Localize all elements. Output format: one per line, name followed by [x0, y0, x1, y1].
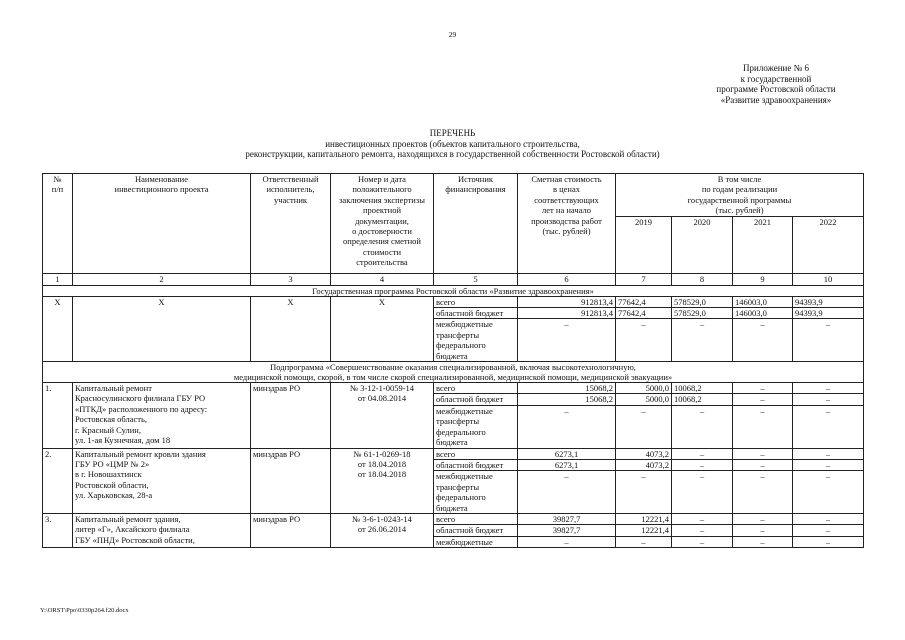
header-year-2020: 2020 — [672, 216, 733, 273]
col-number: 6 — [518, 273, 616, 285]
value-cell: 94393,9 — [793, 296, 864, 307]
project-expertise: № 3-6-1-0243-14 от 26.06.2014 — [331, 513, 434, 547]
source-cell: всего — [434, 383, 518, 394]
col-number: 8 — [672, 273, 733, 285]
value-cell: 15068,2 — [518, 383, 616, 394]
project-executor: минздрав РО — [251, 513, 331, 547]
header-executor: Ответственный исполнитель, участник — [251, 174, 331, 274]
value-cell: 912813,4 — [518, 308, 616, 319]
header-row — [43, 174, 864, 217]
header-num: № п/п — [43, 174, 73, 274]
value-cell: – — [733, 383, 793, 394]
file-path-footer: Y:\ORST\Ppo\0330p264.f20.docx — [40, 607, 129, 614]
value-cell: 15068,2 — [518, 394, 616, 405]
header-name: Наименование инвестиционного проекта — [73, 174, 251, 274]
program-mark: Х — [331, 296, 434, 361]
value-cell: 146003,0 — [733, 296, 793, 307]
source-cell: межбюджетные трансферты федерального бюджета — [434, 471, 518, 514]
source-cell: межбюджетные трансферты федерального бюджета — [434, 319, 518, 362]
program-title: Государственная программа Ростовской области «Развитие здравоохранения» — [43, 285, 864, 296]
source-cell: всего — [434, 296, 518, 307]
table-row — [43, 513, 864, 524]
value-cell: 5000,0 — [616, 394, 672, 405]
source-cell: межбюджетные — [434, 536, 518, 547]
value-cell: – — [672, 536, 733, 547]
title-heading: ПЕРЕЧЕНЬ — [429, 128, 476, 138]
value-cell: 12221,4 — [616, 513, 672, 524]
title-line: реконструкции, капитального ремонта, находящихся в государственной собственности Ростовской области) — [245, 149, 660, 159]
project-num: 2. — [43, 448, 73, 513]
value-cell: – — [518, 405, 616, 448]
table-row — [43, 383, 864, 394]
value-cell: – — [616, 405, 672, 448]
investment-projects-table — [42, 173, 864, 548]
value-cell: – — [616, 319, 672, 362]
page-number: 29 — [448, 30, 457, 39]
header-year-2022: 2022 — [793, 216, 864, 273]
header-year-2019: 2019 — [616, 216, 672, 273]
source-cell: всего — [434, 448, 518, 459]
column-numbers-row — [43, 273, 864, 285]
value-cell: 6273,1 — [518, 459, 616, 470]
project-num: 1. — [43, 383, 73, 448]
col-number: 1 — [43, 273, 73, 285]
appendix-block — [692, 63, 860, 105]
project-executor: минздрав РО — [251, 383, 331, 448]
value-cell: 77642,4 — [616, 308, 672, 319]
program-title-row — [43, 285, 864, 296]
source-cell: межбюджетные трансферты федерального бюджета — [434, 405, 518, 448]
value-cell: – — [733, 319, 793, 362]
value-cell: – — [733, 448, 793, 459]
value-cell: 39827,7 — [518, 513, 616, 524]
source-cell: областной бюджет — [434, 308, 518, 319]
col-number: 9 — [733, 273, 793, 285]
source-cell: областной бюджет — [434, 525, 518, 536]
value-cell: – — [793, 405, 864, 448]
project-name: Капитальный ремонт кровли здания ГБУ РО «ЦМР № 2» в г. Новошахтинск Ростовской области, ул. Харьковская, 28-а — [73, 448, 251, 513]
value-cell: – — [733, 405, 793, 448]
appendix-line: программе Ростовской области — [716, 84, 836, 94]
col-number: 7 — [616, 273, 672, 285]
value-cell: 77642,4 — [616, 296, 672, 307]
value-cell: 912813,4 — [518, 296, 616, 307]
project-expertise: № 61-1-0269-18 от 18.04.2018 от 18.04.2018 — [331, 448, 434, 513]
project-expertise: № 3-12-1-0059-14 от 04.08.2014 — [331, 383, 434, 448]
header-year-2021: 2021 — [733, 216, 793, 273]
header-source: Источник финансирования — [434, 174, 518, 274]
value-cell: – — [518, 319, 616, 362]
value-cell: – — [793, 536, 864, 547]
value-cell: 5000,0 — [616, 383, 672, 394]
source-cell: областной бюджет — [434, 394, 518, 405]
col-number: 2 — [73, 273, 251, 285]
subprogram-title-row — [43, 362, 864, 383]
project-name: Капитальный ремонт здания, литер «Г», Аксайского филиала ГБУ «ПНД» Ростовской области, — [73, 513, 251, 547]
value-cell: 578529,0 — [672, 308, 733, 319]
value-cell: – — [733, 525, 793, 536]
source-cell: областной бюджет — [434, 459, 518, 470]
value-cell: – — [793, 319, 864, 362]
project-name: Капитальный ремонт Красносулинского филиала ГБУ РО «ПТКД» расположенного по адресу: Ростовская область, г. Красный Сулин, ул. 1-ая Кузнечная, дом 18 — [73, 383, 251, 448]
value-cell: – — [672, 525, 733, 536]
value-cell: 146003,0 — [733, 308, 793, 319]
value-cell: – — [793, 394, 864, 405]
value-cell: – — [518, 536, 616, 547]
value-cell: – — [672, 448, 733, 459]
value-cell: – — [793, 471, 864, 514]
header-cost: Сметная стоимость в ценах соответствующих лет на начало производства работ (тыс. рублей) — [518, 174, 616, 274]
program-mark: Х — [73, 296, 251, 361]
value-cell: 4073,2 — [616, 459, 672, 470]
value-cell: 10068,2 — [672, 383, 733, 394]
table-row — [43, 296, 864, 307]
value-cell: 4073,2 — [616, 448, 672, 459]
program-mark: Х — [43, 296, 73, 361]
col-number: 10 — [793, 273, 864, 285]
value-cell: – — [733, 394, 793, 405]
appendix-line: Приложение № 6 — [743, 63, 809, 73]
project-executor: минздрав РО — [251, 448, 331, 513]
value-cell: – — [672, 459, 733, 470]
value-cell: – — [733, 513, 793, 524]
document-title — [0, 128, 905, 160]
appendix-line: «Развитие здравоохранения» — [720, 94, 832, 105]
col-number: 5 — [434, 273, 518, 285]
value-cell: 578529,0 — [672, 296, 733, 307]
value-cell: – — [672, 319, 733, 362]
value-cell: – — [672, 471, 733, 514]
value-cell: – — [793, 513, 864, 524]
value-cell: – — [733, 471, 793, 514]
value-cell: 6273,1 — [518, 448, 616, 459]
project-num: 3. — [43, 513, 73, 547]
header-expertise: Номер и дата положительного заключения экспертизы проектной документации, о достоверности определения сметной стоимости строительства — [331, 174, 434, 274]
table-row — [43, 448, 864, 459]
col-number: 4 — [331, 273, 434, 285]
subprogram-title: Подпрограмма «Совершенствование оказания специализированной, включая высокотехнологичную, медицинской помощи, скорой, в том числе скорой специализированной, медицинской помощи, медицинской эвакуации» — [43, 362, 864, 383]
value-cell: – — [793, 459, 864, 470]
value-cell: – — [793, 448, 864, 459]
value-cell: 39827,7 — [518, 525, 616, 536]
col-number: 3 — [251, 273, 331, 285]
value-cell: 94393,9 — [793, 308, 864, 319]
value-cell: – — [793, 383, 864, 394]
program-mark: Х — [251, 296, 331, 361]
value-cell: – — [616, 536, 672, 547]
value-cell: – — [733, 459, 793, 470]
header-years-group: В том числе по годам реализации государственной программы (тыс. рублей) — [616, 174, 864, 217]
value-cell: – — [518, 471, 616, 514]
value-cell: – — [733, 536, 793, 547]
source-cell: всего — [434, 513, 518, 524]
value-cell: 12221,4 — [616, 525, 672, 536]
value-cell: 10068,2 — [672, 394, 733, 405]
value-cell: – — [793, 525, 864, 536]
value-cell: – — [672, 405, 733, 448]
title-line: инвестиционных проектов (объектов капитального строительства, — [325, 138, 580, 149]
value-cell: – — [672, 513, 733, 524]
appendix-line: к государственной — [740, 73, 812, 84]
value-cell: – — [616, 471, 672, 514]
